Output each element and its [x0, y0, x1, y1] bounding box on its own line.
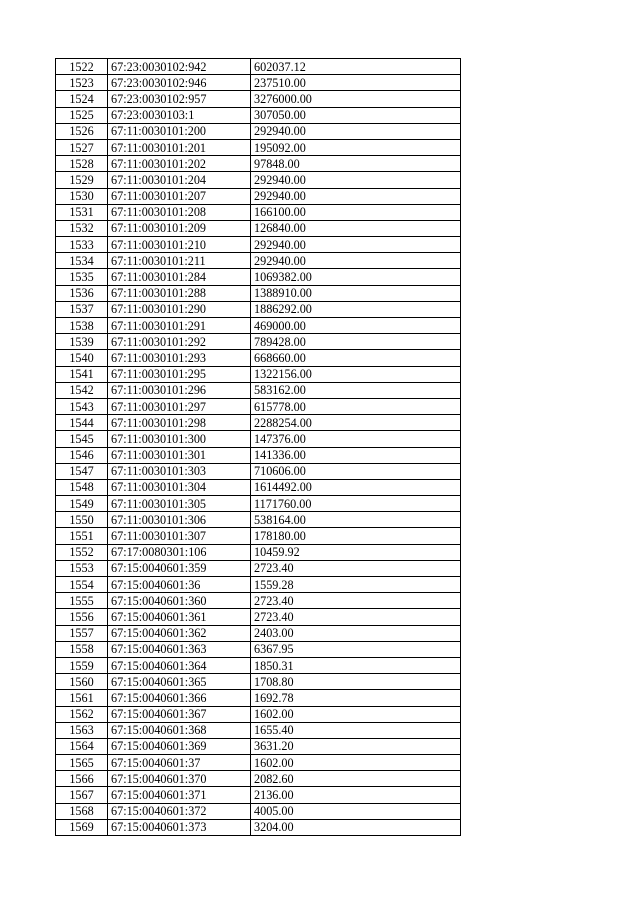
- cadastral-value-cell: 1069382.00: [251, 269, 461, 285]
- row-number-cell: 1566: [56, 771, 108, 787]
- cadastral-value-cell: 615778.00: [251, 398, 461, 414]
- cadastral-value-cell: 292940.00: [251, 188, 461, 204]
- cadastral-value-cell: 1602.00: [251, 755, 461, 771]
- cadastral-value-cell: 602037.12: [251, 59, 461, 75]
- row-number-cell: 1542: [56, 382, 108, 398]
- table-row: [56, 609, 461, 625]
- table-row: [56, 107, 461, 123]
- row-number-cell: 1535: [56, 269, 108, 285]
- cadastral-number-cell: 67:15:0040601:360: [108, 593, 251, 609]
- cadastral-number-cell: 67:11:0030101:291: [108, 318, 251, 334]
- cadastral-number-cell: 67:15:0040601:371: [108, 787, 251, 803]
- cadastral-value-cell: 668660.00: [251, 350, 461, 366]
- table-row: [56, 431, 461, 447]
- row-number-cell: 1540: [56, 350, 108, 366]
- row-number-cell: 1553: [56, 560, 108, 576]
- cadastral-number-cell: 67:15:0040601:373: [108, 819, 251, 835]
- table-row: [56, 544, 461, 560]
- cadastral-number-cell: 67:11:0030101:211: [108, 253, 251, 269]
- cadastral-value-cell: 1655.40: [251, 722, 461, 738]
- cadastral-value-cell: 789428.00: [251, 334, 461, 350]
- row-number-cell: 1537: [56, 301, 108, 317]
- row-number-cell: 1569: [56, 819, 108, 835]
- cadastral-number-cell: 67:11:0030101:201: [108, 139, 251, 155]
- cadastral-number-cell: 67:23:0030103:1: [108, 107, 251, 123]
- cadastral-number-cell: 67:15:0040601:359: [108, 560, 251, 576]
- cadastral-number-cell: 67:15:0040601:365: [108, 674, 251, 690]
- table-row: [56, 253, 461, 269]
- row-number-cell: 1528: [56, 156, 108, 172]
- row-number-cell: 1559: [56, 657, 108, 673]
- cadastral-value-table: [55, 58, 461, 836]
- cadastral-number-cell: 67:11:0030101:209: [108, 220, 251, 236]
- cadastral-value-cell: 10459.92: [251, 544, 461, 560]
- cadastral-value-cell: 1322156.00: [251, 366, 461, 382]
- cadastral-value-cell: 2288254.00: [251, 415, 461, 431]
- row-number-cell: 1548: [56, 479, 108, 495]
- row-number-cell: 1556: [56, 609, 108, 625]
- row-number-cell: 1532: [56, 220, 108, 236]
- cadastral-value-cell: 141336.00: [251, 447, 461, 463]
- row-number-cell: 1534: [56, 253, 108, 269]
- cadastral-number-cell: 67:11:0030101:300: [108, 431, 251, 447]
- cadastral-value-cell: 1171760.00: [251, 496, 461, 512]
- table-row: [56, 285, 461, 301]
- table-row: [56, 220, 461, 236]
- row-number-cell: 1555: [56, 593, 108, 609]
- cadastral-value-cell: 1692.78: [251, 690, 461, 706]
- cadastral-value-cell: 4005.00: [251, 803, 461, 819]
- table-row: [56, 690, 461, 706]
- cadastral-value-cell: 237510.00: [251, 75, 461, 91]
- cadastral-value-cell: 126840.00: [251, 220, 461, 236]
- table-row: [56, 382, 461, 398]
- row-number-cell: 1523: [56, 75, 108, 91]
- cadastral-number-cell: 67:15:0040601:366: [108, 690, 251, 706]
- cadastral-number-cell: 67:11:0030101:210: [108, 237, 251, 253]
- table-row: [56, 463, 461, 479]
- cadastral-value-cell: 1602.00: [251, 706, 461, 722]
- row-number-cell: 1544: [56, 415, 108, 431]
- table-row: [56, 560, 461, 576]
- row-number-cell: 1530: [56, 188, 108, 204]
- cadastral-number-cell: 67:23:0030102:946: [108, 75, 251, 91]
- cadastral-number-cell: 67:11:0030101:307: [108, 528, 251, 544]
- cadastral-number-cell: 67:11:0030101:298: [108, 415, 251, 431]
- cadastral-value-cell: 178180.00: [251, 528, 461, 544]
- table-row: [56, 738, 461, 754]
- row-number-cell: 1538: [56, 318, 108, 334]
- cadastral-number-cell: 67:15:0040601:364: [108, 657, 251, 673]
- cadastral-number-cell: 67:15:0040601:372: [108, 803, 251, 819]
- row-number-cell: 1551: [56, 528, 108, 544]
- table-row: [56, 398, 461, 414]
- cadastral-number-cell: 67:23:0030102:942: [108, 59, 251, 75]
- row-number-cell: 1531: [56, 204, 108, 220]
- cadastral-number-cell: 67:15:0040601:367: [108, 706, 251, 722]
- cadastral-number-cell: 67:15:0040601:36: [108, 577, 251, 593]
- table-row: [56, 156, 461, 172]
- row-number-cell: 1546: [56, 447, 108, 463]
- table-row: [56, 577, 461, 593]
- cadastral-number-cell: 67:11:0030101:202: [108, 156, 251, 172]
- table-row: [56, 496, 461, 512]
- table-row: [56, 188, 461, 204]
- row-number-cell: 1539: [56, 334, 108, 350]
- cadastral-number-cell: 67:11:0030101:290: [108, 301, 251, 317]
- row-number-cell: 1527: [56, 139, 108, 155]
- row-number-cell: 1561: [56, 690, 108, 706]
- table-row: [56, 59, 461, 75]
- row-number-cell: 1541: [56, 366, 108, 382]
- table-row: [56, 237, 461, 253]
- cadastral-number-cell: 67:15:0040601:368: [108, 722, 251, 738]
- cadastral-value-cell: 1614492.00: [251, 479, 461, 495]
- cadastral-number-cell: 67:11:0030101:301: [108, 447, 251, 463]
- cadastral-value-cell: 538164.00: [251, 512, 461, 528]
- cadastral-value-cell: 2723.40: [251, 609, 461, 625]
- cadastral-value-cell: 97848.00: [251, 156, 461, 172]
- table-row: [56, 771, 461, 787]
- table-row: [56, 318, 461, 334]
- table-row: [56, 755, 461, 771]
- row-number-cell: 1526: [56, 123, 108, 139]
- cadastral-number-cell: 67:11:0030101:293: [108, 350, 251, 366]
- cadastral-value-cell: 1559.28: [251, 577, 461, 593]
- table-row: [56, 625, 461, 641]
- cadastral-value-cell: 583162.00: [251, 382, 461, 398]
- table-row: [56, 479, 461, 495]
- row-number-cell: 1558: [56, 641, 108, 657]
- cadastral-number-cell: 67:15:0040601:363: [108, 641, 251, 657]
- cadastral-value-cell: 195092.00: [251, 139, 461, 155]
- table-row: [56, 819, 461, 835]
- table-row: [56, 512, 461, 528]
- cadastral-number-cell: 67:23:0030102:957: [108, 91, 251, 107]
- cadastral-value-cell: 3276000.00: [251, 91, 461, 107]
- table-row: [56, 593, 461, 609]
- cadastral-value-cell: 3204.00: [251, 819, 461, 835]
- table-row: [56, 803, 461, 819]
- cadastral-value-cell: 3631.20: [251, 738, 461, 754]
- row-number-cell: 1549: [56, 496, 108, 512]
- cadastral-value-cell: 1886292.00: [251, 301, 461, 317]
- table-row: [56, 674, 461, 690]
- row-number-cell: 1557: [56, 625, 108, 641]
- cadastral-number-cell: 67:15:0040601:362: [108, 625, 251, 641]
- table-row: [56, 528, 461, 544]
- table-row: [56, 787, 461, 803]
- row-number-cell: 1552: [56, 544, 108, 560]
- table-row: [56, 641, 461, 657]
- cadastral-number-cell: 67:11:0030101:292: [108, 334, 251, 350]
- table-row: [56, 447, 461, 463]
- cadastral-number-cell: 67:11:0030101:288: [108, 285, 251, 301]
- row-number-cell: 1543: [56, 398, 108, 414]
- cadastral-number-cell: 67:11:0030101:296: [108, 382, 251, 398]
- cadastral-value-cell: 710606.00: [251, 463, 461, 479]
- row-number-cell: 1563: [56, 722, 108, 738]
- row-number-cell: 1529: [56, 172, 108, 188]
- row-number-cell: 1524: [56, 91, 108, 107]
- cadastral-value-cell: 1708.80: [251, 674, 461, 690]
- cadastral-number-cell: 67:11:0030101:305: [108, 496, 251, 512]
- cadastral-number-cell: 67:17:0080301:106: [108, 544, 251, 560]
- table-row: [56, 722, 461, 738]
- table-body: [56, 59, 461, 836]
- cadastral-number-cell: 67:15:0040601:361: [108, 609, 251, 625]
- cadastral-value-cell: 292940.00: [251, 253, 461, 269]
- cadastral-number-cell: 67:11:0030101:303: [108, 463, 251, 479]
- row-number-cell: 1565: [56, 755, 108, 771]
- table-row: [56, 415, 461, 431]
- cadastral-value-cell: 6367.95: [251, 641, 461, 657]
- cadastral-value-cell: 469000.00: [251, 318, 461, 334]
- table-row: [56, 657, 461, 673]
- table-row: [56, 269, 461, 285]
- cadastral-number-cell: 67:15:0040601:369: [108, 738, 251, 754]
- row-number-cell: 1568: [56, 803, 108, 819]
- row-number-cell: 1525: [56, 107, 108, 123]
- table-row: [56, 350, 461, 366]
- cadastral-number-cell: 67:11:0030101:284: [108, 269, 251, 285]
- table-row: [56, 204, 461, 220]
- cadastral-value-cell: 147376.00: [251, 431, 461, 447]
- cadastral-value-cell: 166100.00: [251, 204, 461, 220]
- cadastral-number-cell: 67:15:0040601:370: [108, 771, 251, 787]
- cadastral-value-cell: 307050.00: [251, 107, 461, 123]
- cadastral-number-cell: 67:11:0030101:207: [108, 188, 251, 204]
- cadastral-number-cell: 67:11:0030101:297: [108, 398, 251, 414]
- table-row: [56, 91, 461, 107]
- table-row: [56, 366, 461, 382]
- cadastral-value-cell: 2136.00: [251, 787, 461, 803]
- row-number-cell: 1560: [56, 674, 108, 690]
- row-number-cell: 1522: [56, 59, 108, 75]
- cadastral-number-cell: 67:11:0030101:208: [108, 204, 251, 220]
- cadastral-number-cell: 67:11:0030101:200: [108, 123, 251, 139]
- table-row: [56, 75, 461, 91]
- row-number-cell: 1554: [56, 577, 108, 593]
- cadastral-number-cell: 67:11:0030101:204: [108, 172, 251, 188]
- row-number-cell: 1562: [56, 706, 108, 722]
- table-row: [56, 334, 461, 350]
- table-row: [56, 139, 461, 155]
- row-number-cell: 1564: [56, 738, 108, 754]
- row-number-cell: 1533: [56, 237, 108, 253]
- table-row: [56, 172, 461, 188]
- cadastral-number-cell: 67:15:0040601:37: [108, 755, 251, 771]
- cadastral-number-cell: 67:11:0030101:295: [108, 366, 251, 382]
- row-number-cell: 1550: [56, 512, 108, 528]
- cadastral-value-cell: 1850.31: [251, 657, 461, 673]
- table-row: [56, 301, 461, 317]
- row-number-cell: 1536: [56, 285, 108, 301]
- cadastral-value-cell: 2082.60: [251, 771, 461, 787]
- table-row: [56, 706, 461, 722]
- cadastral-value-cell: 292940.00: [251, 237, 461, 253]
- row-number-cell: 1547: [56, 463, 108, 479]
- cadastral-value-cell: 292940.00: [251, 123, 461, 139]
- cadastral-value-cell: 2403.00: [251, 625, 461, 641]
- cadastral-value-cell: 2723.40: [251, 560, 461, 576]
- row-number-cell: 1545: [56, 431, 108, 447]
- cadastral-number-cell: 67:11:0030101:304: [108, 479, 251, 495]
- cadastral-value-cell: 2723.40: [251, 593, 461, 609]
- cadastral-value-cell: 1388910.00: [251, 285, 461, 301]
- cadastral-number-cell: 67:11:0030101:306: [108, 512, 251, 528]
- cadastral-value-cell: 292940.00: [251, 172, 461, 188]
- table-row: [56, 123, 461, 139]
- row-number-cell: 1567: [56, 787, 108, 803]
